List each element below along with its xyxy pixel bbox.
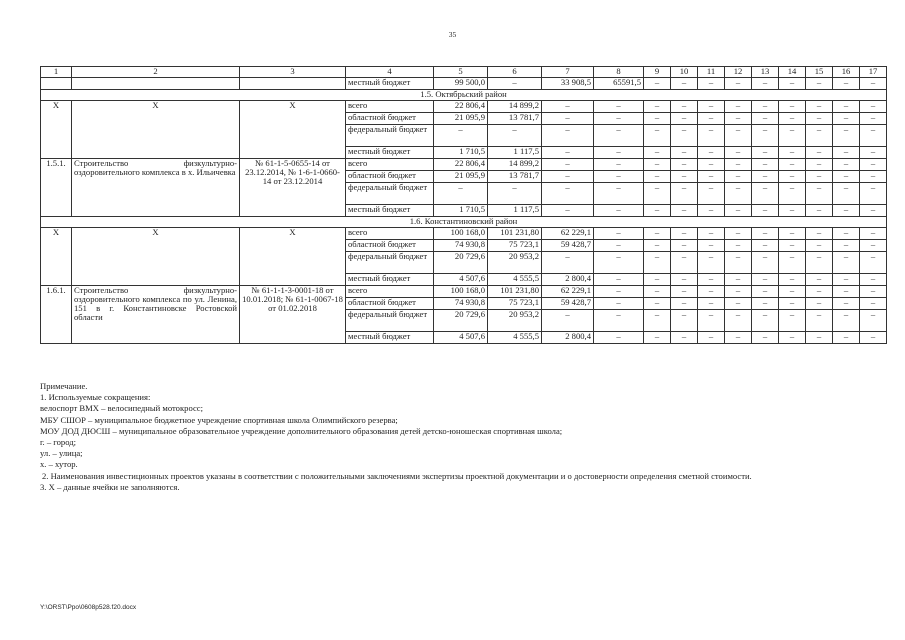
dash-cell: – <box>644 228 671 240</box>
dash-cell: – <box>860 274 887 286</box>
dash-cell: – <box>779 147 806 159</box>
note-3: 3. X – данные ячейки не заполняются. <box>40 481 180 492</box>
value-cell: – <box>488 125 542 147</box>
dash-cell: – <box>671 171 698 183</box>
dash-cell: – <box>806 310 833 332</box>
dash-cell: – <box>698 298 725 310</box>
dash-cell: – <box>860 113 887 125</box>
dash-cell: – <box>779 113 806 125</box>
dash-cell: – <box>644 183 671 205</box>
col-num: 3 <box>240 67 346 78</box>
column-number-row <box>41 67 887 78</box>
dash-cell: – <box>644 252 671 274</box>
table-row <box>41 101 887 113</box>
dash-cell: – <box>833 252 860 274</box>
dash-cell: – <box>725 286 752 298</box>
dash-cell: – <box>833 205 860 217</box>
dash-cell: – <box>644 240 671 252</box>
row-number: X <box>41 228 72 286</box>
dash-cell: – <box>752 183 779 205</box>
value-cell: 4 507,6 <box>434 274 488 286</box>
dash-cell: – <box>860 171 887 183</box>
dash-cell: – <box>833 332 860 344</box>
value-cell: – <box>488 78 542 90</box>
value-cell: 62 229,1 <box>542 228 594 240</box>
col-num: 7 <box>542 67 594 78</box>
dash-cell: – <box>752 298 779 310</box>
dash-cell: – <box>833 159 860 171</box>
section-header-row <box>41 90 887 101</box>
dash-cell: – <box>752 125 779 147</box>
dash-cell: – <box>698 101 725 113</box>
dash-cell: – <box>806 159 833 171</box>
budget-type: областной бюджет <box>346 171 434 183</box>
col-num: 14 <box>779 67 806 78</box>
dash-cell: – <box>671 113 698 125</box>
dash-cell: – <box>860 252 887 274</box>
dash-cell: – <box>833 298 860 310</box>
dash-cell: – <box>779 183 806 205</box>
dash-cell: – <box>671 147 698 159</box>
dash-cell: – <box>806 171 833 183</box>
budget-type: федеральный бюджет <box>346 310 434 332</box>
dash-cell: – <box>833 101 860 113</box>
dash-cell: – <box>644 274 671 286</box>
dash-cell: – <box>833 113 860 125</box>
dash-cell: – <box>833 183 860 205</box>
dash-cell: – <box>698 274 725 286</box>
dash-cell: – <box>833 171 860 183</box>
dash-cell: – <box>833 310 860 332</box>
dash-cell: – <box>860 310 887 332</box>
dash-cell: – <box>644 171 671 183</box>
dash-cell: – <box>671 274 698 286</box>
dash-cell: – <box>833 240 860 252</box>
value-cell: 20 729,6 <box>434 252 488 274</box>
value-cell: 4 507,6 <box>434 332 488 344</box>
value-cell: – <box>594 101 644 113</box>
value-cell: – <box>594 113 644 125</box>
dash-cell: – <box>698 286 725 298</box>
value-cell: – <box>542 113 594 125</box>
budget-type: местный бюджет <box>346 78 434 90</box>
value-cell: – <box>542 310 594 332</box>
dash-cell: – <box>860 183 887 205</box>
value-cell: 4 555,5 <box>488 332 542 344</box>
dash-cell: – <box>671 101 698 113</box>
dash-cell: – <box>644 159 671 171</box>
dash-cell: – <box>698 125 725 147</box>
col-num: 16 <box>833 67 860 78</box>
dash-cell: – <box>752 159 779 171</box>
value-cell: – <box>594 274 644 286</box>
table-row <box>41 159 887 171</box>
dash-cell: – <box>725 332 752 344</box>
value-cell: 20 953,2 <box>488 252 542 274</box>
value-cell: 101 231,80 <box>488 286 542 298</box>
dash-cell: – <box>644 147 671 159</box>
dash-cell: – <box>671 183 698 205</box>
dash-cell: – <box>860 332 887 344</box>
dash-cell: – <box>725 252 752 274</box>
table-row <box>41 228 887 240</box>
value-cell: – <box>594 171 644 183</box>
dash-cell: – <box>860 147 887 159</box>
dash-cell: – <box>779 228 806 240</box>
value-cell: – <box>542 205 594 217</box>
value-cell: – <box>594 159 644 171</box>
project-name: Строительство физкультурно-оздоровительного комплекса в х. Ильичевка <box>72 159 240 217</box>
dash-cell: – <box>806 332 833 344</box>
dash-cell: – <box>698 183 725 205</box>
dash-cell: – <box>752 113 779 125</box>
dash-cell: – <box>806 205 833 217</box>
col-num: 1 <box>41 67 72 78</box>
dash-cell: – <box>806 147 833 159</box>
file-path: Y:\ORST\Ppo\0608p528.f20.docx <box>40 604 137 611</box>
value-cell: – <box>542 171 594 183</box>
value-cell: – <box>594 125 644 147</box>
value-cell: – <box>542 159 594 171</box>
section-title: 1.5. Октябрьский район <box>41 90 887 101</box>
dash-cell: – <box>860 298 887 310</box>
dash-cell: – <box>806 113 833 125</box>
dash-cell: – <box>671 332 698 344</box>
dash-cell: – <box>752 101 779 113</box>
value-cell: 99 500,0 <box>434 78 488 90</box>
dash-cell: – <box>698 252 725 274</box>
dash-cell: – <box>671 228 698 240</box>
project-name: X <box>72 101 240 159</box>
value-cell: 2 800,4 <box>542 332 594 344</box>
dash-cell: – <box>860 228 887 240</box>
value-cell: 13 781,7 <box>488 171 542 183</box>
dash-cell: – <box>833 274 860 286</box>
notes-title: Примечание. <box>40 381 88 391</box>
dash-cell: – <box>698 205 725 217</box>
notes-block <box>40 381 862 493</box>
note-1: 1. Используемые сокращения: <box>40 392 151 403</box>
value-cell: – <box>594 205 644 217</box>
dash-cell: – <box>752 205 779 217</box>
col-num: 8 <box>594 67 644 78</box>
value-cell: 14 899,2 <box>488 159 542 171</box>
dash-cell: – <box>725 171 752 183</box>
value-cell: 21 095,9 <box>434 171 488 183</box>
budget-type: местный бюджет <box>346 147 434 159</box>
dash-cell: – <box>644 298 671 310</box>
dash-cell: – <box>779 125 806 147</box>
col-num: 13 <box>752 67 779 78</box>
dash-cell: – <box>806 101 833 113</box>
dash-cell: – <box>698 147 725 159</box>
value-cell: – <box>488 183 542 205</box>
note-abbrev: МБУ СШОР – муниципальное бюджетное учреждение спортивная школа Олимпийского резерва; <box>40 414 398 425</box>
dash-cell: – <box>806 183 833 205</box>
expert-conclusion: № 61-1-5-0655-14 от 23.12.2014, № 1-6-1-0660-14 от 23.12.2014 <box>240 159 346 217</box>
value-cell: 13 781,7 <box>488 113 542 125</box>
dash-cell: – <box>698 228 725 240</box>
dash-cell: – <box>860 205 887 217</box>
table-row: местный бюджет 99 500,0 – 33 908,5 65591,5 – – – – – – – – – <box>41 78 887 90</box>
project-name: X <box>72 228 240 286</box>
value-cell: – <box>594 183 644 205</box>
dash-cell: – <box>698 310 725 332</box>
value-cell: 14 899,2 <box>488 101 542 113</box>
dash-cell: – <box>671 205 698 217</box>
value-cell: 33 908,5 <box>542 78 594 90</box>
dash-cell: – <box>752 240 779 252</box>
value-cell: 74 930,8 <box>434 298 488 310</box>
value-cell: – <box>594 298 644 310</box>
value-cell: 1 710,5 <box>434 205 488 217</box>
value-cell: 21 095,9 <box>434 113 488 125</box>
dash-cell: – <box>698 113 725 125</box>
value-cell: 59 428,7 <box>542 240 594 252</box>
dash-cell: – <box>671 286 698 298</box>
col-num: 5 <box>434 67 488 78</box>
dash-cell: – <box>644 286 671 298</box>
dash-cell: – <box>860 159 887 171</box>
budget-type: местный бюджет <box>346 205 434 217</box>
dash-cell: – <box>725 101 752 113</box>
row-number: 1.5.1. <box>41 159 72 217</box>
budget-type: всего <box>346 159 434 171</box>
dash-cell: – <box>833 147 860 159</box>
dash-cell: – <box>752 332 779 344</box>
dash-cell: – <box>698 332 725 344</box>
dash-cell: – <box>752 252 779 274</box>
dash-cell: – <box>752 228 779 240</box>
budget-type: областной бюджет <box>346 240 434 252</box>
dash-cell: – <box>779 310 806 332</box>
dash-cell: – <box>644 332 671 344</box>
value-cell: – <box>594 240 644 252</box>
finance-table <box>40 66 887 344</box>
row-number: 1.6.1. <box>41 286 72 344</box>
dash-cell: – <box>671 125 698 147</box>
value-cell: – <box>594 286 644 298</box>
dash-cell: – <box>833 228 860 240</box>
dash-cell: – <box>644 205 671 217</box>
dash-cell: – <box>860 240 887 252</box>
dash-cell: – <box>860 125 887 147</box>
dash-cell: – <box>752 171 779 183</box>
dash-cell: – <box>671 252 698 274</box>
budget-type: всего <box>346 228 434 240</box>
dash-cell: – <box>752 286 779 298</box>
dash-cell: – <box>644 101 671 113</box>
expert-conclusion: № 61-1-1-3-0001-18 от 10.01.2018; № 61-1-0067-18 от 01.02.2018 <box>240 286 346 344</box>
dash-cell: – <box>698 171 725 183</box>
dash-cell: – <box>725 205 752 217</box>
budget-type: всего <box>346 101 434 113</box>
project-name: Строительство физкультурно-оздоровительного комплекса по ул. Ленина, 151 в г. Константиновске Ростовской области <box>72 286 240 344</box>
value-cell: – <box>542 183 594 205</box>
dash-cell: – <box>860 101 887 113</box>
dash-cell: – <box>752 310 779 332</box>
dash-cell: – <box>779 252 806 274</box>
value-cell: 22 806,4 <box>434 101 488 113</box>
section-title: 1.6. Константиновский район <box>41 217 887 228</box>
value-cell: – <box>542 252 594 274</box>
dash-cell: – <box>671 240 698 252</box>
col-num: 11 <box>698 67 725 78</box>
section-header-row <box>41 217 887 228</box>
value-cell: 65591,5 <box>594 78 644 90</box>
dash-cell: – <box>779 101 806 113</box>
value-cell: 20 729,6 <box>434 310 488 332</box>
value-cell: – <box>542 125 594 147</box>
dash-cell: – <box>779 298 806 310</box>
dash-cell: – <box>833 286 860 298</box>
dash-cell: – <box>806 125 833 147</box>
value-cell: – <box>594 332 644 344</box>
value-cell: 100 168,0 <box>434 228 488 240</box>
expert-conclusion: X <box>240 228 346 286</box>
dash-cell: – <box>779 240 806 252</box>
value-cell: 62 229,1 <box>542 286 594 298</box>
value-cell: – <box>594 147 644 159</box>
value-cell: 74 930,8 <box>434 240 488 252</box>
dash-cell: – <box>806 274 833 286</box>
budget-type: местный бюджет <box>346 274 434 286</box>
value-cell: 75 723,1 <box>488 240 542 252</box>
dash-cell: – <box>725 125 752 147</box>
budget-type: федеральный бюджет <box>346 125 434 147</box>
dash-cell: – <box>671 159 698 171</box>
note-abbrev: велоспорт ВМХ – велосипедный мотокросс; <box>40 403 203 414</box>
dash-cell: – <box>806 240 833 252</box>
value-cell: 101 231,80 <box>488 228 542 240</box>
dash-cell: – <box>671 310 698 332</box>
dash-cell: – <box>806 286 833 298</box>
value-cell: – <box>434 125 488 147</box>
budget-type: местный бюджет <box>346 332 434 344</box>
dash-cell: – <box>644 125 671 147</box>
value-cell: 2 800,4 <box>542 274 594 286</box>
note-abbrev: г. – город; <box>40 437 77 448</box>
dash-cell: – <box>725 113 752 125</box>
dash-cell: – <box>725 183 752 205</box>
col-num: 4 <box>346 67 434 78</box>
dash-cell: – <box>725 274 752 286</box>
dash-cell: – <box>806 252 833 274</box>
budget-type: федеральный бюджет <box>346 183 434 205</box>
value-cell: 100 168,0 <box>434 286 488 298</box>
dash-cell: – <box>806 298 833 310</box>
row-number: X <box>41 101 72 159</box>
note-abbrev: МОУ ДОД ДЮСШ – муниципальное образовательное учреждение дополнительного образования детей детско-юношеская спортивная школа; <box>40 425 563 436</box>
value-cell: 1 710,5 <box>434 147 488 159</box>
col-num: 9 <box>644 67 671 78</box>
value-cell: 22 806,4 <box>434 159 488 171</box>
dash-cell: – <box>779 171 806 183</box>
dash-cell: – <box>725 228 752 240</box>
col-num: 12 <box>725 67 752 78</box>
value-cell: – <box>542 147 594 159</box>
col-num: 15 <box>806 67 833 78</box>
page-number: 35 <box>448 30 457 39</box>
value-cell: 59 428,7 <box>542 298 594 310</box>
col-num: 2 <box>72 67 240 78</box>
dash-cell: – <box>833 125 860 147</box>
dash-cell: – <box>644 310 671 332</box>
budget-type: федеральный бюджет <box>346 252 434 274</box>
dash-cell: – <box>725 147 752 159</box>
dash-cell: – <box>806 228 833 240</box>
dash-cell: – <box>752 147 779 159</box>
dash-cell: – <box>779 332 806 344</box>
col-num: 10 <box>671 67 698 78</box>
budget-type: всего <box>346 286 434 298</box>
budget-type: областной бюджет <box>346 298 434 310</box>
note-abbrev: ул. – улица; <box>40 448 83 459</box>
value-cell: – <box>594 310 644 332</box>
dash-cell: – <box>779 159 806 171</box>
dash-cell: – <box>725 159 752 171</box>
dash-cell: – <box>779 286 806 298</box>
value-cell: – <box>542 101 594 113</box>
value-cell: 1 117,5 <box>488 205 542 217</box>
value-cell: 4 555,5 <box>488 274 542 286</box>
value-cell: 20 953,2 <box>488 310 542 332</box>
dash-cell: – <box>671 298 698 310</box>
budget-type: областной бюджет <box>346 113 434 125</box>
expert-conclusion: X <box>240 101 346 159</box>
value-cell: – <box>594 228 644 240</box>
dash-cell: – <box>725 310 752 332</box>
note-abbrev: х. – хутор. <box>40 459 78 470</box>
value-cell: 75 723,1 <box>488 298 542 310</box>
dash-cell: – <box>644 113 671 125</box>
dash-cell: – <box>698 240 725 252</box>
note-2: 2. Наименования инвестиционных проектов указаны в соответствии с положительными заключениями экспертизы проектной документации и о достоверности определения сметной стоимости. <box>42 470 752 481</box>
dash-cell: – <box>779 274 806 286</box>
dash-cell: – <box>725 240 752 252</box>
value-cell: – <box>434 183 488 205</box>
dash-cell: – <box>698 159 725 171</box>
col-num: 6 <box>488 67 542 78</box>
value-cell: 1 117,5 <box>488 147 542 159</box>
dash-cell: – <box>860 286 887 298</box>
table-row <box>41 286 887 298</box>
dash-cell: – <box>752 274 779 286</box>
value-cell: – <box>594 252 644 274</box>
col-num: 17 <box>860 67 887 78</box>
dash-cell: – <box>779 205 806 217</box>
dash-cell: – <box>725 298 752 310</box>
